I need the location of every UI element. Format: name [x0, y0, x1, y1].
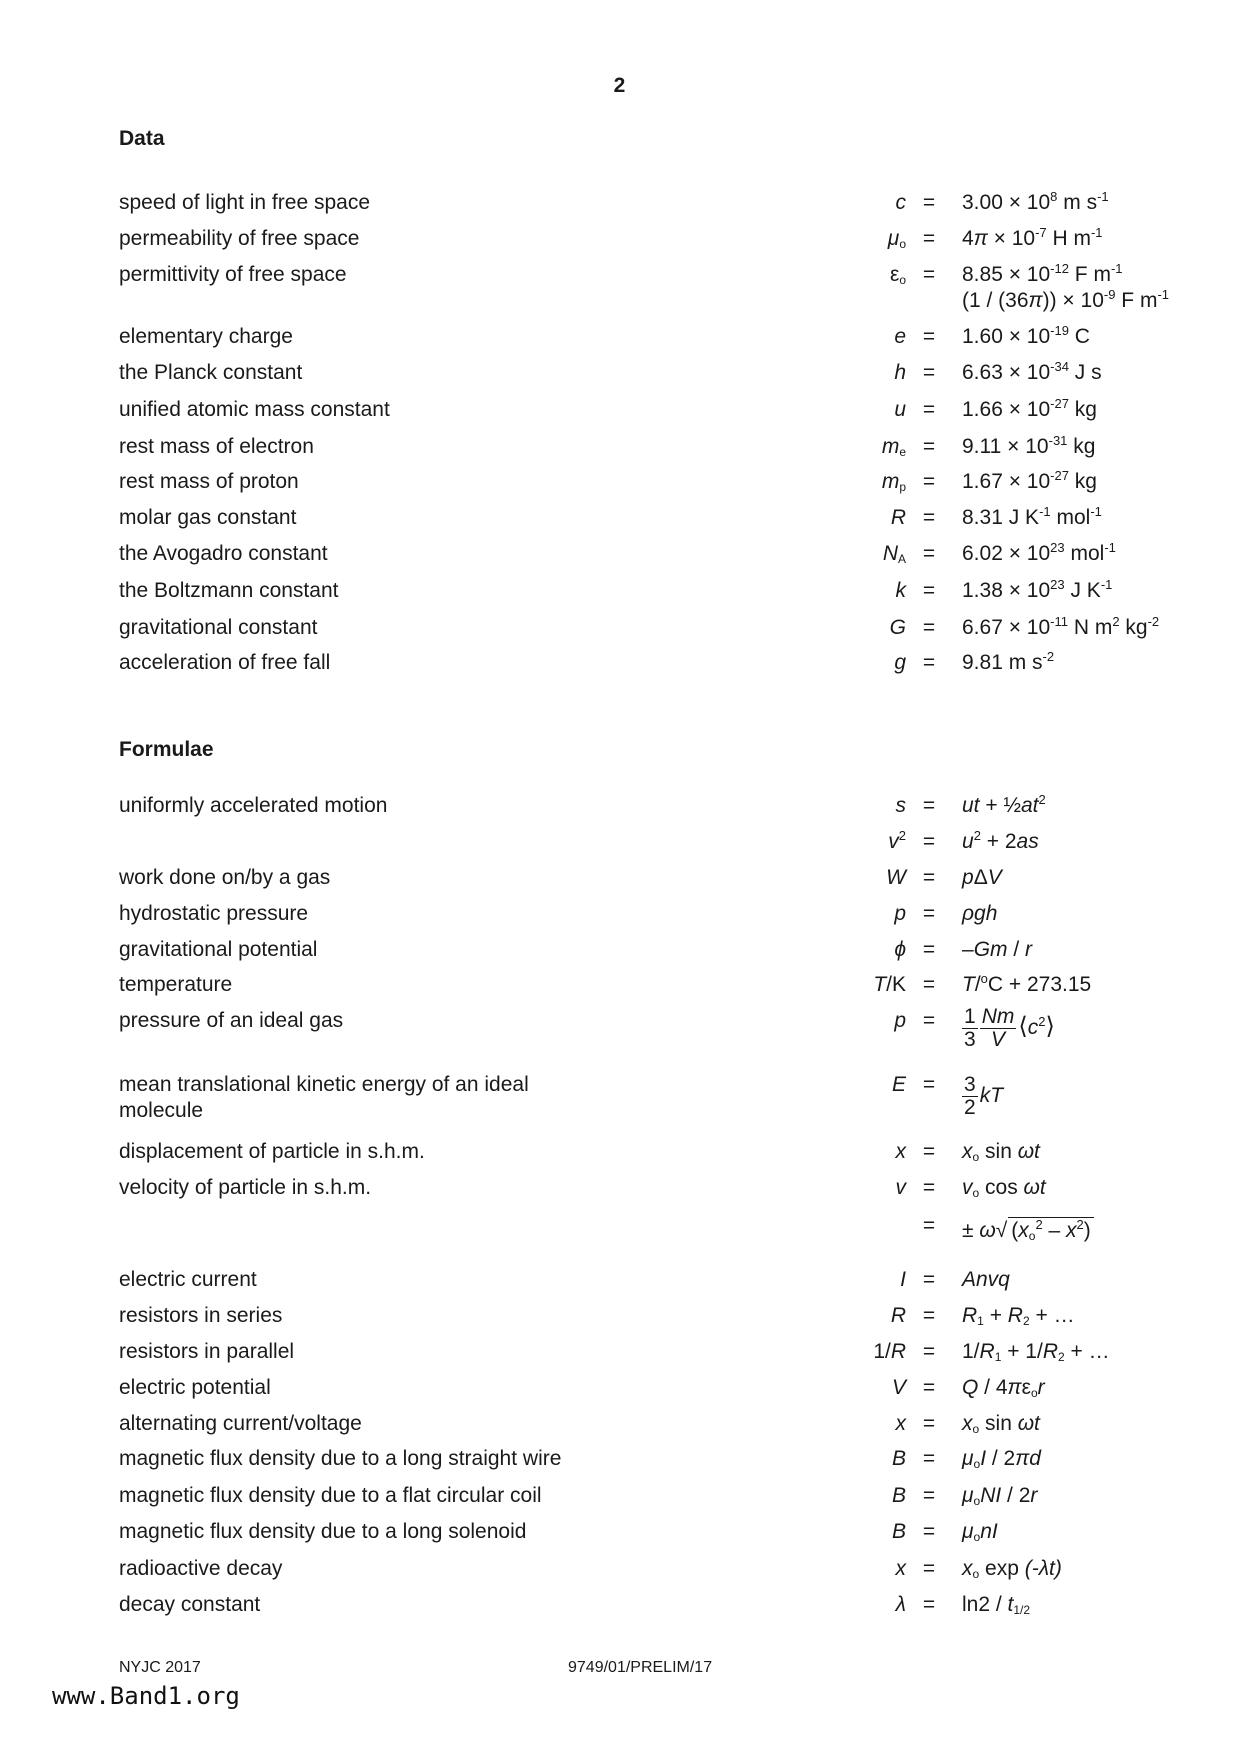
- data-symbol: G: [889, 616, 906, 639]
- data-symbol: e: [894, 325, 906, 348]
- formula-label: displacement of particle in s.h.m.: [119, 1140, 425, 1163]
- formula-symbol: W: [886, 866, 906, 889]
- formula-value: pΔV: [962, 866, 1002, 889]
- formula-value: –Gm / r: [962, 938, 1033, 961]
- formula-symbol: B: [891, 1484, 906, 1507]
- footer-paper-code: 9749/01/PRELIM/17: [568, 1659, 713, 1676]
- formula-value: $x_o$ sin ωt: [962, 1140, 1040, 1164]
- data-label: the Planck constant: [119, 361, 303, 384]
- formula-value: $x_o$ sin ωt: [962, 1412, 1040, 1436]
- data-label: the Boltzmann constant: [119, 579, 339, 602]
- data-value: $3.00 \times 10^8$ m $s^{-1}$: [962, 189, 1109, 214]
- formula-symbol: E: [891, 1073, 906, 1096]
- data-value: $6.02 \times 10^{23}$ mol$^{-1}$: [962, 540, 1116, 565]
- formula-label: uniformly accelerated motion: [119, 794, 388, 817]
- data-label: speed of light in free space: [119, 191, 370, 214]
- formula-label: decay constant: [119, 1593, 261, 1616]
- data-label: molar gas constant: [119, 506, 297, 529]
- formula-value: Anvq: [962, 1268, 1010, 1291]
- data-value: $6.63 \times 10^{-34}$ J s: [962, 359, 1102, 384]
- page-number: 2: [613, 74, 626, 97]
- data-symbol: $\varepsilon_o$: [889, 263, 906, 287]
- formula-value: $u^2 + 2as$: [962, 828, 1039, 853]
- formula-value: ρgh: [962, 902, 998, 925]
- formula-value: $\mu_onI$: [962, 1520, 998, 1544]
- formula-symbol: ϕ: [894, 938, 906, 961]
- data-symbol: $\mu_o$: [887, 227, 906, 251]
- data-value: $1.60 \times 10^{-19}$ C: [962, 323, 1090, 348]
- data-label: permittivity of free space: [119, 263, 347, 286]
- formula-value: ut + $\frac{1}{2}at^2$: [962, 792, 1046, 817]
- data-label: rest mass of electron: [119, 435, 314, 458]
- formula-symbol: B: [891, 1447, 906, 1470]
- formula-label: gravitational potential: [119, 938, 318, 961]
- formula-label: resistors in parallel: [119, 1340, 295, 1363]
- formula-label: magnetic flux density due to a long solenoid: [119, 1520, 527, 1543]
- data-symbol: R: [890, 506, 906, 529]
- formula-symbol: λ: [895, 1593, 906, 1616]
- formula-symbol: I: [900, 1268, 906, 1291]
- data-value: $1.66 \times 10^{-27}$ kg: [962, 396, 1097, 421]
- formula-label: magnetic flux density due to a long straight wire: [119, 1447, 562, 1470]
- data-value: $1.38 \times 10^{23}$ J $K^{-1}$: [962, 577, 1113, 602]
- formula-symbol: x: [895, 1140, 906, 1163]
- data-label: unified atomic mass constant: [119, 398, 390, 421]
- formula-label: resistors in series: [119, 1304, 283, 1327]
- data-symbol: u: [894, 398, 906, 421]
- data-symbol: c: [895, 191, 906, 214]
- formula-value: $\frac{3}{2}$ kT: [964, 1073, 1004, 1119]
- watermark: www.Band1.org: [52, 1682, 240, 1710]
- formula-label: pressure of an ideal gas: [119, 1009, 344, 1032]
- data-symbol: h: [894, 361, 906, 384]
- formula-symbol: x: [895, 1557, 906, 1580]
- formula-value: $v_o$ cos ωt: [962, 1176, 1046, 1200]
- formula-symbol: v: [895, 1176, 906, 1199]
- formula-label: magnetic flux density due to a flat circular coil: [119, 1484, 542, 1507]
- formula-value: $\frac{1}{3}$ $\frac{Nm}{V}$ $⟨c^2⟩$: [964, 1005, 1055, 1051]
- formula-label: temperature: [119, 973, 233, 996]
- formula-label: alternating current/voltage: [119, 1412, 362, 1435]
- formula-value: $\ln 2 / t_{1/2}$: [962, 1593, 1031, 1617]
- data-heading: Data: [119, 127, 165, 150]
- data-label: acceleration of free fall: [119, 651, 331, 674]
- data-symbol: $N_A$: [882, 542, 906, 566]
- data-label: gravitational constant: [119, 616, 318, 639]
- data-label: rest mass of proton: [119, 470, 299, 493]
- formula-value: Q / $4\pi\varepsilon_or$: [962, 1376, 1045, 1400]
- data-value: $6.67 \times 10^{-11}$ N $m^2$ $kg^{-2}$: [962, 614, 1160, 639]
- formula-symbol: R: [890, 1304, 906, 1327]
- formula-value: $\mu_oNI / 2r$: [962, 1484, 1038, 1508]
- data-symbol: k: [895, 579, 906, 602]
- formulae-heading: Formulae: [119, 738, 214, 761]
- formula-label: mean translational kinetic energy of an ideal molecule: [119, 1073, 529, 1122]
- formula-label: velocity of particle in s.h.m.: [119, 1176, 372, 1199]
- formula-symbol: p: [894, 1009, 906, 1032]
- data-value: $9.11 \times 10^{-31}$ kg: [962, 433, 1096, 458]
- formula-value: $R_1 + R_2$ + …: [962, 1304, 1075, 1328]
- formula-value: $1/R_1 + 1/R_2$ + …: [962, 1340, 1110, 1364]
- data-label: the Avogadro constant: [119, 542, 328, 565]
- formula-label: electric potential: [119, 1376, 271, 1399]
- data-value: $8.85 \times 10^{-12}$ F $m^{-1}$ $(1 / (36\pi)) \times 10^{-9}$ F $m^{-1}$: [962, 261, 1170, 312]
- formula-symbol: p: [894, 902, 906, 925]
- data-symbol: g: [894, 651, 906, 674]
- formula-symbol: x: [895, 1412, 906, 1435]
- formula-value: $x_o$ exp (-λt): [962, 1557, 1062, 1581]
- formula-symbol: 1/R: [873, 1340, 906, 1363]
- formula-value: $\mu_oI / 2\pi d$: [962, 1447, 1041, 1471]
- formula-label: work done on/by a gas: [119, 866, 331, 889]
- data-value: 8.31 J $K^{-1}$ mol$^{-1}$: [962, 504, 1102, 529]
- formula-symbol: $v^2$: [888, 828, 906, 853]
- footer-school: NYJC 2017: [119, 1659, 201, 1676]
- formula-symbol: s: [895, 794, 906, 817]
- formula-label: hydrostatic pressure: [119, 902, 309, 925]
- data-value: $1.67 \times 10^{-27}$ kg: [962, 468, 1097, 493]
- data-label: elementary charge: [119, 325, 293, 348]
- data-label: permeability of free space: [119, 227, 360, 250]
- formula-value: ± ω√ $(x_o^2 - x^2)$: [962, 1217, 1094, 1244]
- data-symbol: $m_p$: [881, 470, 906, 494]
- data-value: 9.81 m $s^{-2}$: [962, 649, 1055, 674]
- data-value: $4\pi \times 10^{-7}$ H $m^{-1}$: [962, 225, 1103, 250]
- formula-symbol: T/K: [873, 973, 906, 996]
- formula-symbol: B: [891, 1520, 906, 1543]
- data-symbol: $m_e$: [881, 435, 906, 459]
- formula-symbol: V: [891, 1376, 906, 1399]
- formula-value: T/$^o$C + 273.15: [962, 971, 1092, 996]
- formula-label: electric current: [119, 1268, 257, 1291]
- formula-label: radioactive decay: [119, 1557, 283, 1580]
